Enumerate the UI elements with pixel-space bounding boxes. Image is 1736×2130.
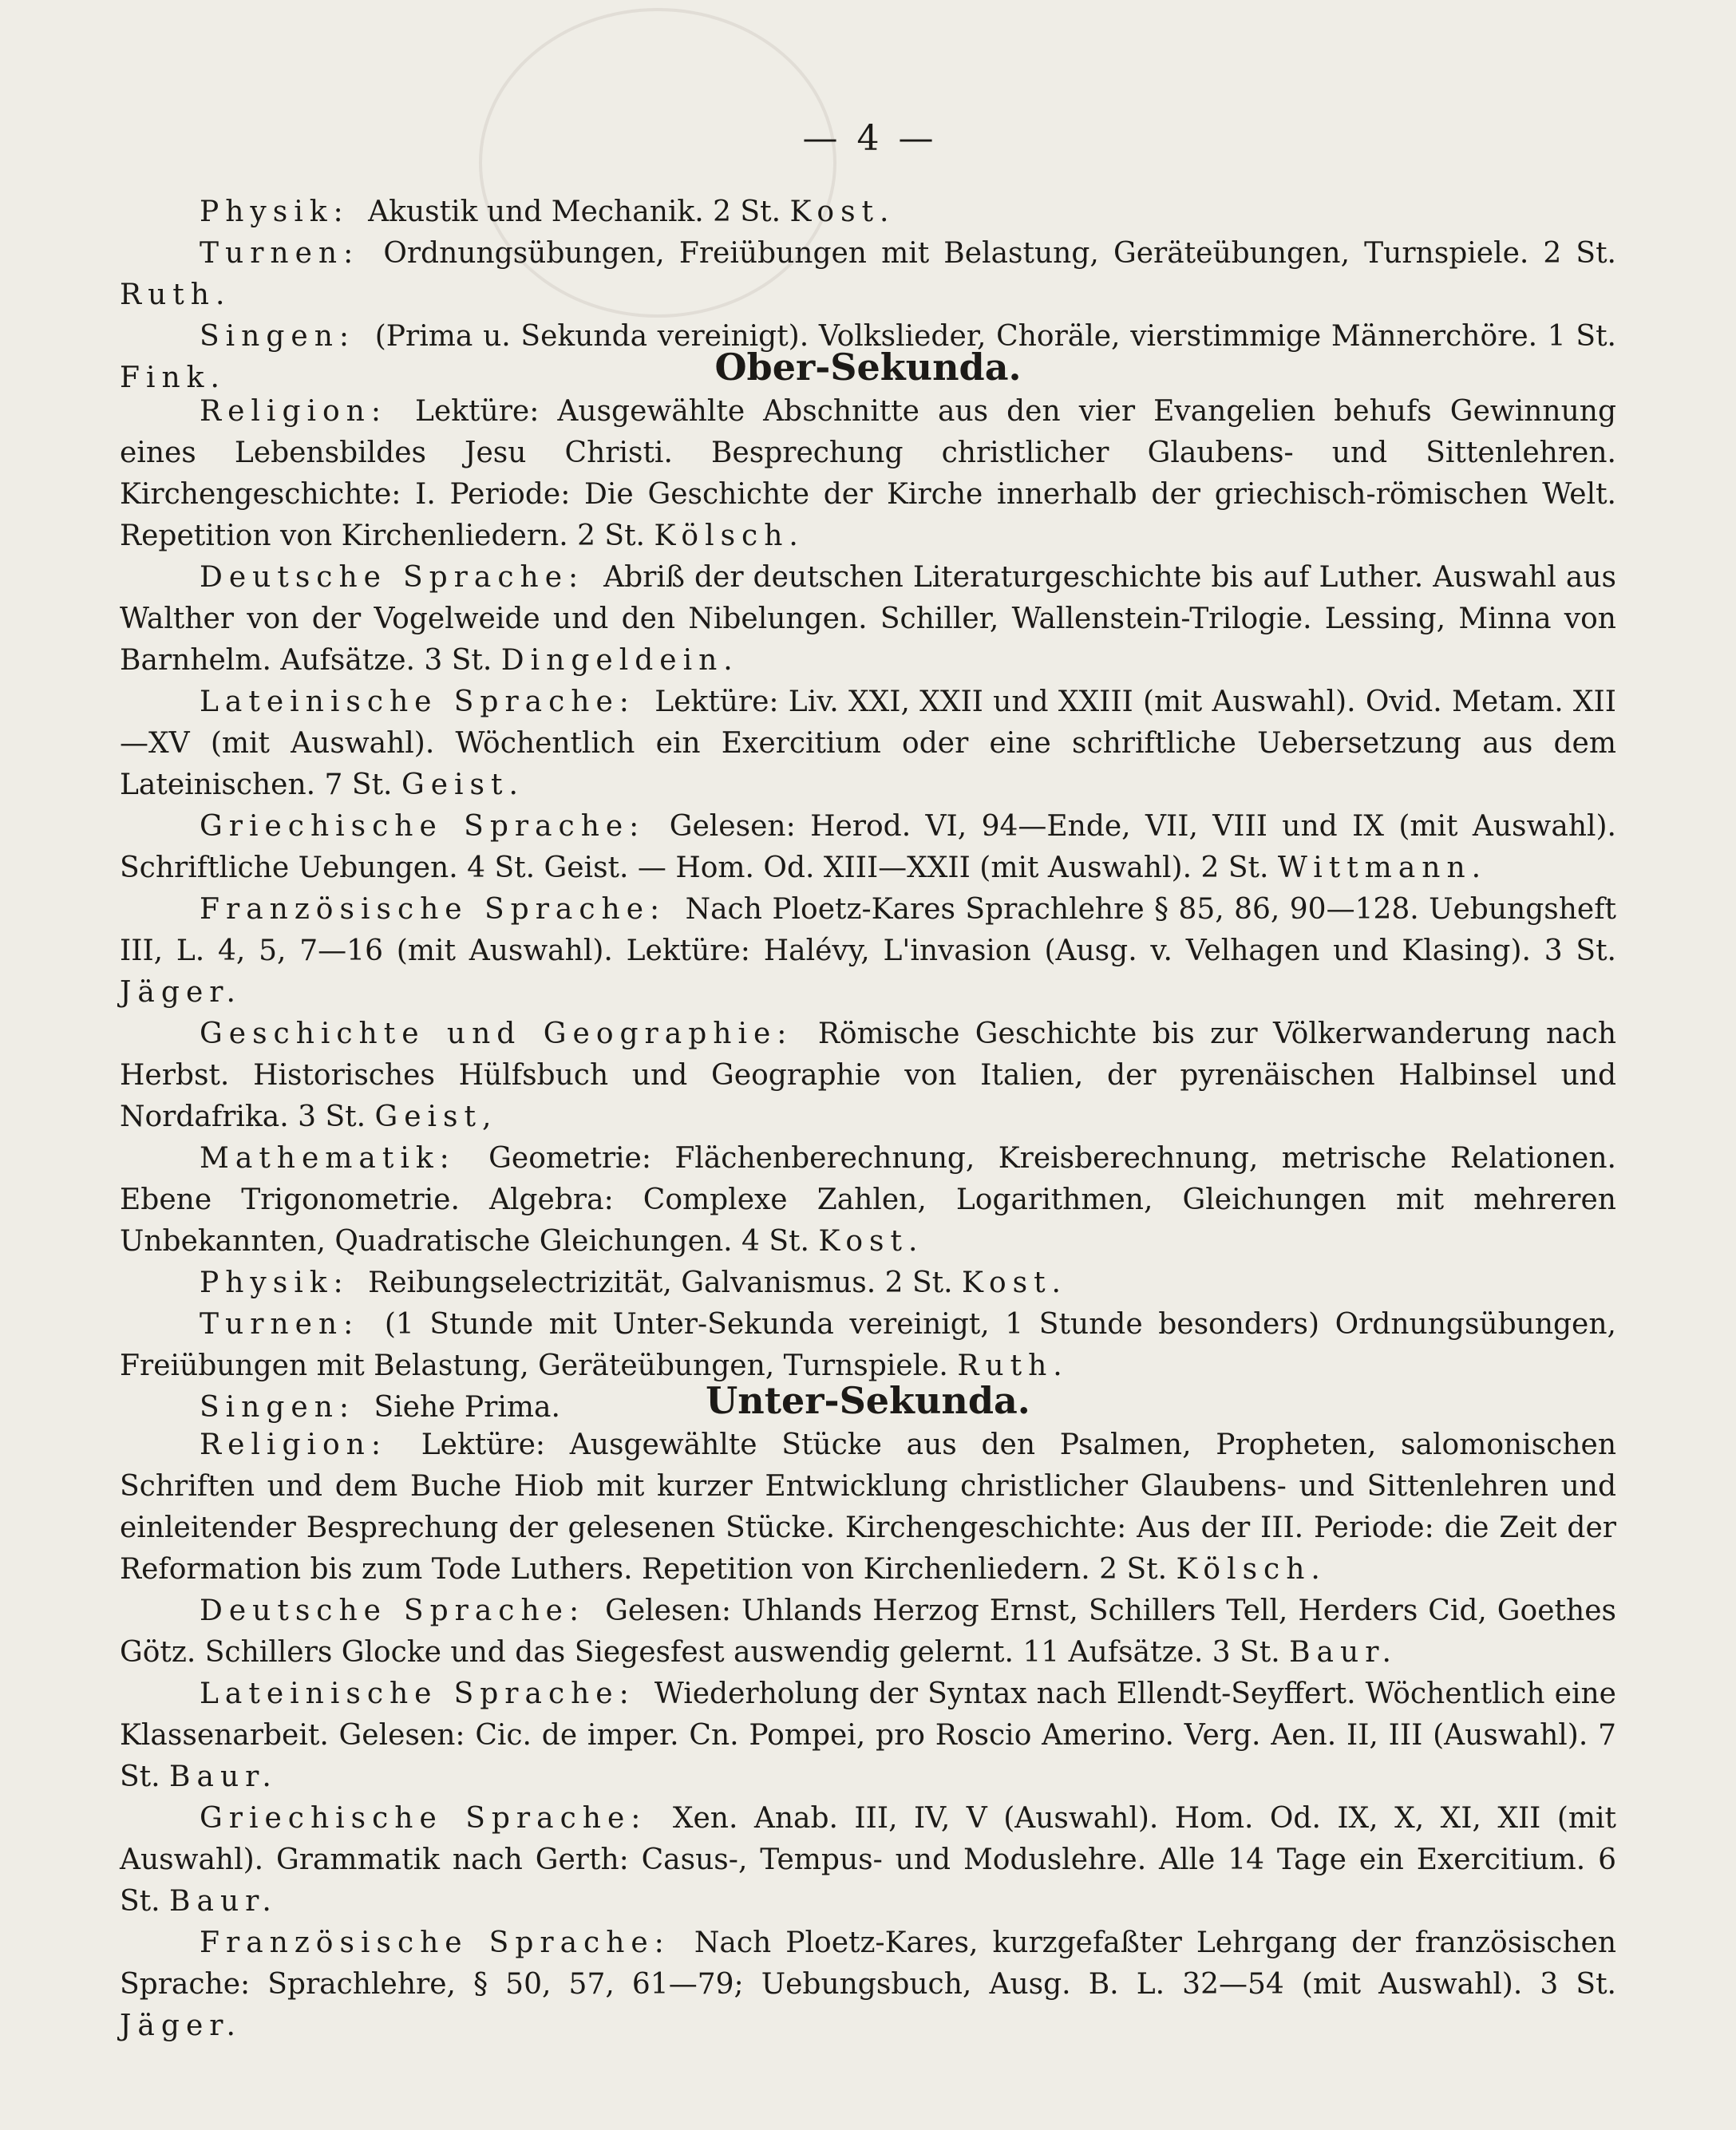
paragraph-latein: Lateinische Sprache: Wiederholung der Syntax nach Ellendt-Seyffert. Wöchentlich eine Klassenarbeit. Gelesen: Cic. de imper. Cn. Pompei, pro Roscio Amerino. Verg. Aen. II, III (Auswahl). 7 St. Baur. [120,1678,1616,1793]
section-heading-unter-sekunda: Unter-Sekunda. [706,1379,1030,1422]
paragraph-physik: Physik: Reibungselectrizität, Galvanismus. 2 St. Kost. [200,1267,1068,1299]
paragraph-griechisch: Griechische Sprache: Gelesen: Herod. VI, 94—Ende, VII, VIII und IX (mit Auswahl). Schriftliche Uebungen. 4 St. Geist. — Hom. Od. XIII—XXII (mit Auswahl). 2 St. Wittmann. [120,810,1617,884]
paragraph-deutsch: Deutsche Sprache: Abriß der deutschen Literaturgeschichte bis auf Luther. Auswahl aus Walther von der Vogelweide und den Nibelungen. Schiller, Wallenstein-Trilogie. Lessing, Minna von Barnhelm. Aufsätze. 3 St. Dingeldein. [120,561,1616,677]
paragraph-latein: Lateinische Sprache: Lektüre: Liv. XXI, XXII und XXIII (mit Auswahl). Ovid. Metam. XII—XV (mit Auswahl). Wöchentlich ein Exercitium oder eine schriftliche Uebersetzung aus dem Lateinischen. 7 St. Geist. [120,686,1616,801]
paragraph-physik: Physik: Akustik und Mechanik. 2 St. Kost. [200,196,896,228]
page-number: — 4 — [802,118,934,159]
paragraph-franzoesisch: Französische Sprache: Nach Ploetz-Kares Sprachlehre § 85, 86, 90—128. Uebungsheft III, L. 4, 5, 7—16 (mit Auswahl). Lektüre: Halévy, L'invasion (Ausg. v. Velhagen und Klasing). 3 St. Jäger. [120,893,1616,1009]
paragraph-turnen: Turnen: (1 Stunde mit Unter-Sekunda vereinigt, 1 Stunde besonders) Ordnungsübungen, Freiübungen mit Belastung, Geräteübungen, Turnspiele. Ruth. [120,1308,1616,1382]
ober-sekunda-section [120,343,1616,1429]
paragraph-deutsch: Deutsche Sprache: Gelesen: Uhlands Herzog Ernst, Schillers Tell, Herders Cid, Goethes Götz. Schillers Glocke und das Siegesfest auswendig gelernt. 11 Aufsätze. 3 St. Baur. [120,1595,1616,1669]
paragraph-mathematik: Mathematik: Geometrie: Flächenberechnung, Kreisberechnung, metrische Relationen. Ebene Trigonometrie. Algebra: Complexe Zahlen, Logarithmen, Gleichungen mit mehreren Unbekannten, Quadratische Gleichungen. 4 St. Kost. [120,1142,1616,1258]
paragraph-griechisch: Griechische Sprache: Xen. Anab. III, IV, V (Auswahl). Hom. Od. IX, X, XI, XII (mit Auswahl). Grammatik nach Gerth: Casus-, Tempus- und Moduslehre. Alle 14 Tage ein Exercitium. 6 St. Baur. [120,1802,1616,1918]
paragraph-turnen: Turnen: Ordnungsübungen, Freiübungen mit Belastung, Geräteübungen, Turnspiele. 2 St. Ruth. [120,237,1616,311]
paragraph-geschichte: Geschichte und Geographie: Römische Geschichte bis zur Völkerwanderung nach Herbst. Historisches Hülfsbuch und Geographie von Italien, der pyrenäischen Halbinsel und Nordafrika. 3 St. Geist, [120,1018,1617,1133]
section-heading-ober-sekunda: Ober-Sekunda. [714,346,1022,389]
paragraph-singen: Singen: (Prima u. Sekunda vereinigt). Volkslieder, Choräle, vierstimmige Männerchöre. 1 St. Fink. [120,320,1617,394]
paragraph-singen: Singen: Siehe Prima. [200,1391,560,1424]
paragraph-religion: Religion: Lektüre: Ausgewählte Stücke aus den Psalmen, Propheten, salomonischen Schriften und dem Buche Hiob mit kurzer Entwicklung christlicher Glaubens- und Sittenlehren und einleitender Besprechung der gelesenen Stücke. Kirchengeschichte: Aus der III. Periode: die Zeit der Reformation bis zum Tode Luthers. Repetition von Kirchenliedern. 2 St. Kölsch. [120,1429,1616,1586]
unter-sekunda-section [120,1377,1616,2047]
paragraph-religion: Religion: Lektüre: Ausgewählte Abschnitte aus den vier Evangelien behufs Gewinnung eines Lebensbildes Jesu Christi. Besprechung christlicher Glaubens- und Sittenlehren. Kirchengeschichte: I. Periode: Die Geschichte der Kirche innerhalb der griechisch-römischen Welt. Repetition von Kirchenliedern. 2 St. Kölsch. [120,395,1616,552]
paragraph-franzoesisch: Französische Sprache: Nach Ploetz-Kares, kurzgefaßter Lehrgang der französischen Sprache: Sprachlehre, § 50, 57, 61—79; Uebungsbuch, Ausg. B. L. 32—54 (mit Auswahl). 3 St. Jäger. [120,1926,1617,2042]
